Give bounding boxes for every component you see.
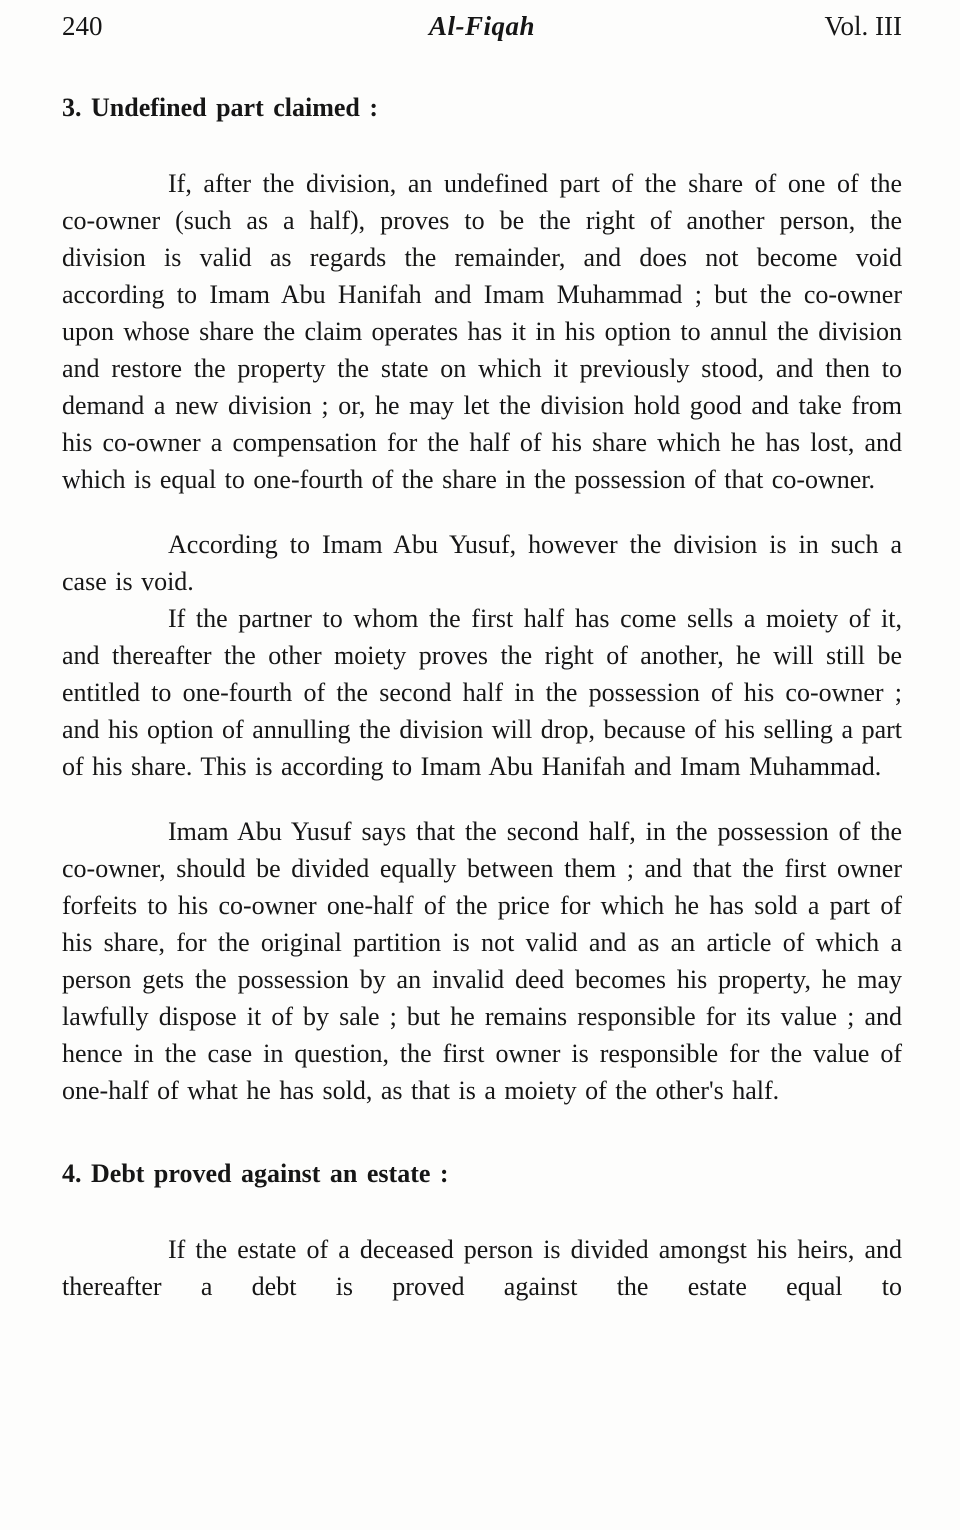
paragraph: If the partner to whom the first half has come sells a moiety of it, and thereafter the other moiety proves the right of another, he will still be entitled to one-fourth of the second half in the possession of his co-owner ; and his option of annulling the division will drop, because of his selling a part of his share. This is according to Imam Abu Hanifah and Imam Muhammad.	[62, 604, 902, 781]
section-heading: 4. Debt proved against an estate :	[62, 1159, 449, 1188]
paragraph: According to Imam Abu Yusuf, however the division is in such a case is void.	[62, 530, 902, 596]
paragraph: If the estate of a deceased person is divided amongst his heirs, and thereafter a debt is proved against the estate equal to	[62, 1235, 902, 1301]
section-undefined-part-claimed	[62, 91, 902, 1109]
page-header	[62, 8, 902, 45]
paragraph: Imam Abu Yusuf says that the second half, in the possession of the co-owner, should be divided equally between them ; and that the first owner forfeits to his co-owner one-half of the price for which he has sold a part of his share, for the original partition is not valid and as an article of which a person gets the possession by an invalid deed becomes his property, he may lawfully dispose it of by sale ; but he remains responsible for its value ; and hence in the case in question, the first owner is responsible for the value of one-half of what he has sold, as that is a moiety of the other's half.	[62, 817, 902, 1105]
volume-label: Vol. III	[824, 11, 902, 41]
book-title: Al-Fiqah	[428, 11, 536, 41]
section-debt-proved-against-estate	[62, 1157, 902, 1305]
paragraph: If, after the division, an undefined part of the share of one of the co-owner (such as a half), proves to be the right of another person, the division is valid as regards the remainder, and does not become void according to Imam Abu Hanifah and Imam Muhammad ; but the co-owner upon whose share the claim operates has it in his option to annul the division and restore the property the state on which it previously stood, and then to demand a new division ; or, he may let the division hold good and take from his co-owner a compensation for the half of his share which he has lost, and which is equal to one-fourth of the share in the possession of that co-owner.	[62, 169, 902, 494]
section-heading: 3. Undefined part claimed :	[62, 93, 379, 122]
page-number: 240	[62, 11, 103, 41]
